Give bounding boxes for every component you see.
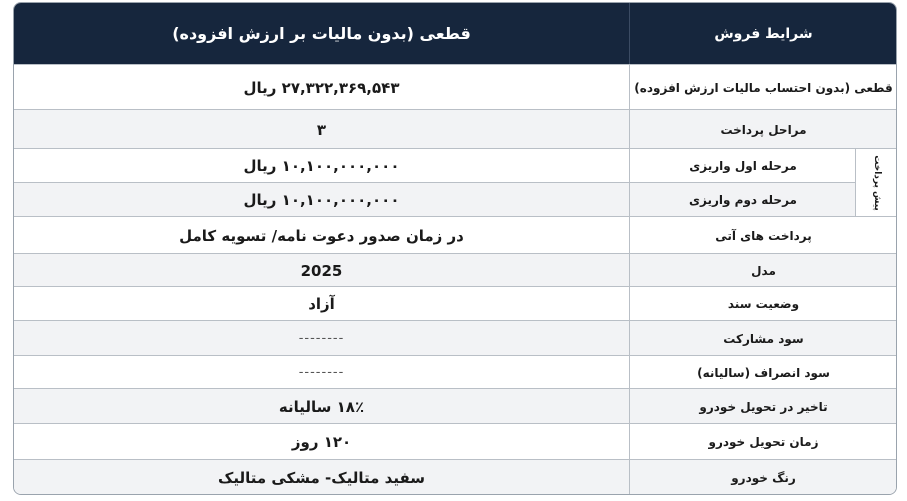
table-row bbox=[14, 148, 896, 183]
table-row bbox=[14, 253, 896, 287]
row-label: قطعی (بدون احتساب مالیات ارزش افزوده) bbox=[629, 65, 897, 110]
row-value: ۲۷,۳۲۲,۳۶۹,۵۴۳ ریال bbox=[243, 78, 400, 97]
row-value: ۱۲۰ روز bbox=[291, 433, 352, 451]
table-row bbox=[14, 286, 896, 321]
row-value: -------- bbox=[298, 365, 345, 380]
row-label: زمان تحویل خودرو bbox=[629, 424, 897, 460]
table-row bbox=[14, 182, 896, 217]
prepayment-group-text: پیش پرداخت bbox=[871, 155, 882, 211]
row-value: -------- bbox=[298, 331, 345, 346]
row-value: ۱۸٪ سالیانه bbox=[278, 397, 365, 416]
row-value: ۱۰,۱۰۰,۰۰۰,۰۰۰ ریال bbox=[243, 191, 400, 209]
row-value: سفید متالیک- مشکی متالیک bbox=[218, 468, 425, 487]
row-value: آزاد bbox=[308, 295, 335, 313]
row-value: 2025 bbox=[300, 261, 343, 280]
header-value-column: قطعی (بدون مالیات بر ارزش افزوده) bbox=[172, 24, 471, 43]
row-label: سود مشارکت bbox=[629, 321, 897, 356]
row-label: مرحله اول واریزی bbox=[629, 149, 856, 183]
row-label: رنگ خودرو bbox=[629, 460, 897, 495]
table-row bbox=[14, 320, 896, 356]
table-row bbox=[14, 109, 896, 149]
table-row bbox=[14, 459, 896, 495]
row-value: ۱۰,۱۰۰,۰۰۰,۰۰۰ ریال bbox=[243, 157, 400, 175]
prepayment-group-label bbox=[855, 148, 897, 217]
row-value: ۳ bbox=[316, 120, 327, 139]
row-label: مراحل پرداخت bbox=[629, 110, 897, 149]
sales-conditions-table bbox=[13, 2, 897, 495]
row-label: سود انصراف (سالیانه) bbox=[629, 356, 897, 389]
table-row bbox=[14, 216, 896, 254]
row-label: پرداخت های آتی bbox=[629, 217, 897, 254]
row-value: در زمان صدور دعوت نامه/ تسویه کامل bbox=[179, 226, 464, 245]
table-row bbox=[14, 64, 896, 110]
row-label: مرحله دوم واریزی bbox=[629, 183, 856, 217]
table-row bbox=[14, 388, 896, 424]
row-label: وضعیت سند bbox=[629, 287, 897, 321]
table-row bbox=[14, 355, 896, 389]
row-label: مدل bbox=[629, 254, 897, 287]
header-label-column: شرایط فروش bbox=[629, 3, 897, 64]
table-header bbox=[14, 3, 896, 64]
table-row bbox=[14, 423, 896, 460]
row-label: تاخیر در تحویل خودرو bbox=[629, 389, 897, 424]
